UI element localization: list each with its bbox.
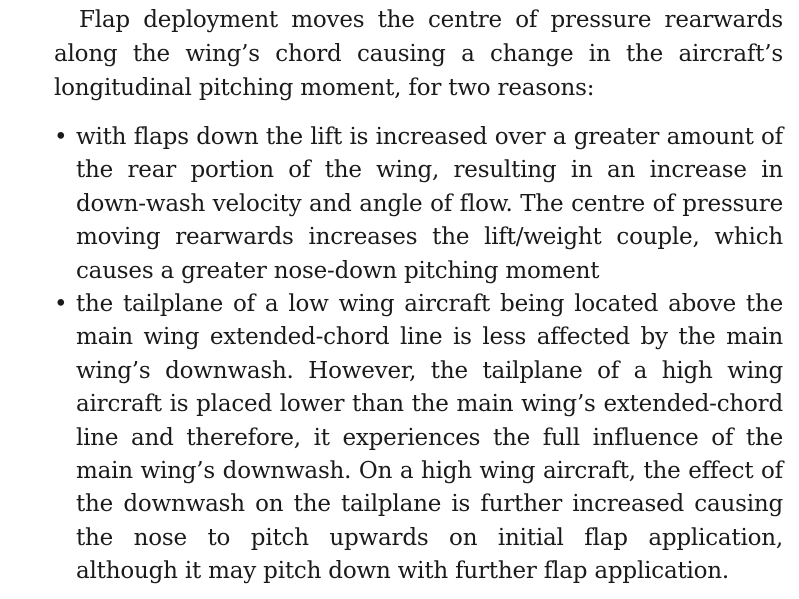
- list-item: [54, 121, 783, 288]
- reasons-list: [54, 121, 783, 589]
- list-item: [54, 288, 783, 589]
- bullet-icon: •: [54, 291, 68, 318]
- list-item-text: the tailplane of a low wing aircraft being located above the main wing extended-chord line is less affected by the main wing’s downwash. However, the tailplane of a high wing aircraft is placed lower than the main wing’s extended-chord line and therefore, it experiences the full influence of the main wing’s downwash. On a high wing aircraft, the effect of the downwash on the tailplane is further increased causing the nose to pitch upwards on initial flap application, although it may pitch down with further flap application.: [76, 291, 783, 585]
- intro-paragraph: Flap deployment moves the centre of pressure rearwards along the wing’s chord causing a change in the aircraft’s longitudinal pitching moment, for two reasons:: [54, 7, 783, 101]
- list-item-text: with flaps down the lift is increased over a greater amount of the rear portion of the wing, resulting in an increase in down-wash velocity and angle of flow. The centre of pressure moving rearwards increases the lift/weight couple, which causes a greater nose-down pitching moment: [76, 124, 783, 284]
- bullet-icon: •: [54, 124, 68, 150]
